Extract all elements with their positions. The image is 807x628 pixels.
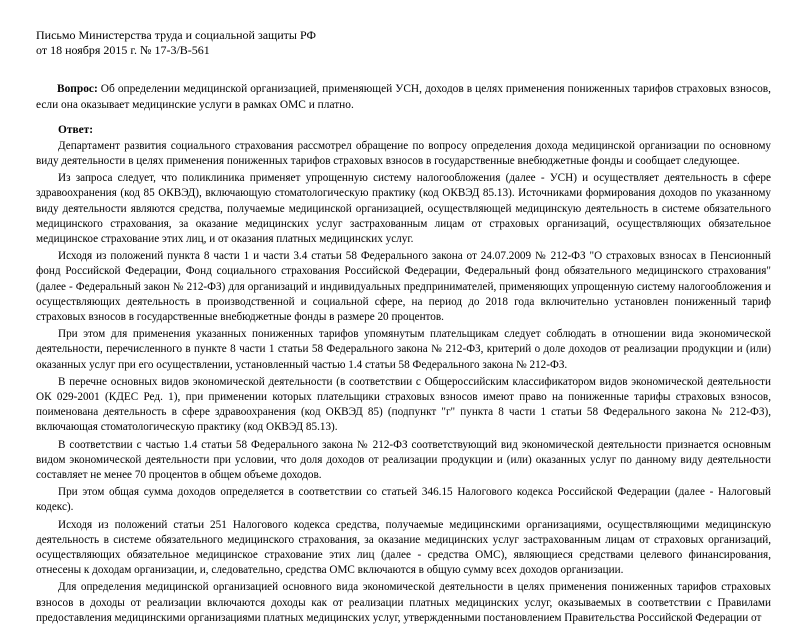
letter-header-line-2: от 18 ноября 2015 г. № 17-3/В-561 <box>36 43 210 57</box>
answer-paragraph: В соответствии с частью 1.4 статьи 58 Федерального закона № 212-ФЗ соответствующий вид экономической деятельности признается основным видом экономической деятельности при условии, что доля доходов от реализации продукции и (или) оказанных услуг по данному виду деятельности составляет не менее 70 процентов в общем объеме доходов. <box>36 438 771 482</box>
answer-label: Ответ: <box>58 124 94 137</box>
answer-paragraph: Для определения медицинской организацией основного вида экономической деятельности в целях применения пониженных тарифов страховых взносов в доходы от реализации включаются доходы как от реализации платных медицинских услуг, оказываемых в соответствии с Правилами предоставления медицинскими организациями платных медицинских услуг, утвержденными постановлением Правительства Российской Федерации от <box>36 581 771 624</box>
letter-header-line-1: Письмо Министерства труда и социальной защиты РФ <box>36 28 316 42</box>
letter-document <box>36 28 771 628</box>
answer-paragraph: Исходя из положений статьи 251 Налогового кодекса средства, получаемые медицинскими организациями, осуществляющими медицинскую деятельность в системе обязательного медицинского страхования, за оказание медицинских услуг застрахованным лицам от страховых организаций, осуществляющих обязательное медицинское страхование этих лиц (далее - средства ОМС), являющиеся средствами целевого финансирования, отнесены к доходам организации, и, следовательно, средства ОМС включаются в общую сумму всех доходов организации. <box>36 518 771 577</box>
question-label: Вопрос: <box>57 83 98 95</box>
answer-paragraph: Департамент развития социального страхования рассмотрел обращение по вопросу определения дохода медицинской организации по основному виду деятельности в целях применения пониженных тарифов страховых взносов в государственные внебюджетные фонды и сообщает следующее. <box>36 139 771 167</box>
answer-paragraph: В перечне основных видов экономической деятельности (в соответствии с Общероссийским классификатором видов экономической деятельности ОК 029-2001 (КДЕС Ред. 1), при применении которых плательщики страховых взносов имеют право на пониженные тарифы страховых взносов, поименована деятельность в сфере здравоохранения (код ОКВЭД 85) (подпункт "г" пункта 8 части 1 статьи 58 Федерального закона № 212-ФЗ), включающая стоматологическую практику (код ОКВЭД 85.13). <box>36 375 771 434</box>
question-block <box>36 82 771 113</box>
question-text: Об определении медицинской организацией, применяющей УСН, доходов в целях применения пониженных тарифов страховых взносов, если она оказывает медицинские услуги в рамках ОМС и платно. <box>36 83 771 111</box>
answer-paragraph: При этом общая сумма доходов определяется в соответствии со статьей 346.15 Налогового кодекса Российской Федерации (далее - Налоговый кодекс). <box>36 486 771 514</box>
answer-paragraph: При этом для применения указанных пониженных тарифов упомянутым плательщикам следует соблюдать в отношении вида экономической деятельности, перечисленного в пункте 8 части 1 статьи 58 Федерального закона № 212-ФЗ, критерий о доле доходов от реализации продукции и (или) оказанных услуг при его осуществлении, установленный частью 1.4 статьи 58 Федерального закона № 212-ФЗ. <box>36 328 771 371</box>
answer-paragraph: Из запроса следует, что поликлиника применяет упрощенную систему налогообложения (далее - УСН) и осуществляет деятельность в сфере здравоохранения (код 85 ОКВЭД), включающую стоматологическую практику (код ОКВЭД 85.13). Источниками формирования доходов по указанному виду деятельности являются средства, получаемые медицинской организацией, осуществляющей медицинскую деятельность в системе обязательного медицинского страхования, за оказание медицинских услуг застрахованным лицам от страховых организаций, осуществляющих обязательное медицинское страхование этих лиц, и от оказания платных медицинских услуг. <box>36 172 771 245</box>
answer-body <box>36 139 771 626</box>
answer-paragraph: Исходя из положений пункта 8 части 1 и части 3.4 статьи 58 Федерального закона от 24.07.2009 № 212-ФЗ "О страховых взносах в Пенсионный фонд Российской Федерации, Фонд социального страхования Российской Федерации, Федеральный фонд обязательного медицинского страхования" (далее - Федеральный закон № 212-ФЗ) для организаций и индивидуальных предпринимателей, применяющих упрощенную систему налогообложения и осуществляющих деятельность в производственной и социальной сфере, на период до 2018 года включительно установлен пониженный тариф страховых взносов в государственные внебюджетные фонды в размере 20 процентов. <box>36 250 771 324</box>
